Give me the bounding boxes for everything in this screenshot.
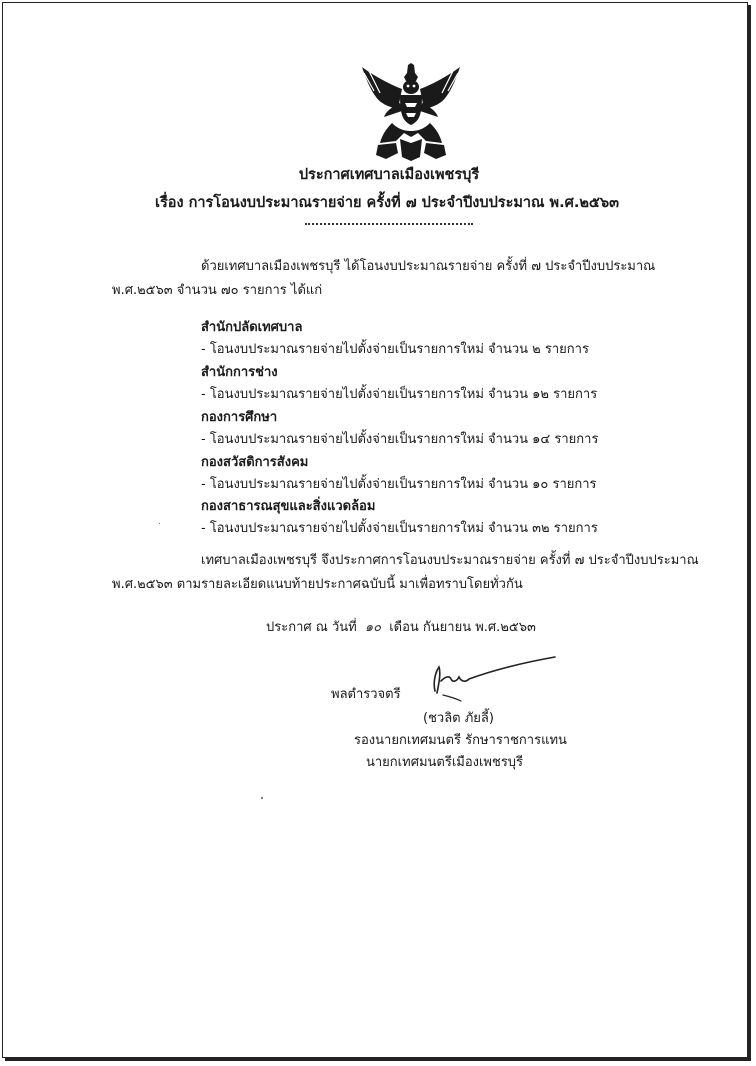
signature-rank: พลตำรวจตรี xyxy=(331,687,401,702)
department-name: สำนักปลัดเทศบาล xyxy=(201,320,303,335)
announcement-title: ประกาศเทศบาลเมืองเพชรบุรี xyxy=(298,167,480,183)
date-prefix: ประกาศ ณ วันที่ xyxy=(266,620,357,635)
date-day-handwritten: ๑๐ xyxy=(364,620,382,635)
scan-speck xyxy=(261,797,263,799)
handwritten-signature xyxy=(431,653,561,703)
department-detail: - โอนงบประมาณรายจ่ายไปตั้งจ่ายเป็นรายการใหม่ จำนวน ๒ รายการ xyxy=(201,342,589,357)
document-page xyxy=(2,2,748,1058)
department-detail: - โอนงบประมาณรายจ่ายไปตั้งจ่ายเป็นรายการใหม่ จำนวน ๓๒ รายการ xyxy=(201,521,598,536)
department-name: สำนักการช่าง xyxy=(201,365,278,380)
intro-line-1: ด้วยเทศบาลเมืองเพชรบุรี ได้โอนงบประมาณรายจ่าย ครั้งที่ ๗ ประจำปีงบประมาณ xyxy=(201,259,656,274)
announcement-subject: เรื่อง การโอนงบประมาณรายจ่าย ครั้งที่ ๗ ประจำปีงบประมาณ พ.ศ.๒๕๖๓ xyxy=(155,195,619,211)
department-name: กองสวัสดิการสังคม xyxy=(201,455,309,470)
department-detail: - โอนงบประมาณรายจ่ายไปตั้งจ่ายเป็นรายการใหม่ จำนวน ๑๐ รายการ xyxy=(201,477,597,492)
intro-line-2: พ.ศ.๒๕๖๓ จำนวน ๗๐ รายการ ได้แก่ xyxy=(112,283,323,298)
department-detail: - โอนงบประมาณรายจ่ายไปตั้งจ่ายเป็นรายการใหม่ จำนวน ๑๔ รายการ xyxy=(201,432,599,447)
date-line xyxy=(266,616,536,637)
closing-line-2: พ.ศ.๒๕๖๓ ตามรายละเอียดแนบท้ายประกาศฉบับนี้ มาเพื่อทราบโดยทั่วกัน xyxy=(112,577,523,592)
signatory-name: (ชวลิต ภัยลี้) xyxy=(423,711,494,726)
dotted-divider xyxy=(305,223,473,225)
scan-speck xyxy=(159,523,160,524)
department-detail: - โอนงบประมาณรายจ่ายไปตั้งจ่ายเป็นรายการใหม่ จำนวน ๑๒ รายการ xyxy=(201,387,598,402)
signatory-position-1: รองนายกเทศมนตรี รักษาราชการแทน xyxy=(354,733,567,748)
garuda-emblem-icon xyxy=(356,63,466,163)
date-suffix: เดือน กันยายน พ.ศ.๒๕๖๓ xyxy=(389,620,536,635)
signatory-position-2: นายกเทศมนตรีเมืองเพชรบุรี xyxy=(366,755,524,770)
closing-line-1: เทศบาลเมืองเพชรบุรี จึงประกาศการโอนงบประมาณรายจ่าย ครั้งที่ ๗ ประจำปีงบประมาณ xyxy=(201,553,699,568)
department-name: กองการศึกษา xyxy=(201,410,278,425)
department-name: กองสาธารณสุขและสิ่งแวดล้อม xyxy=(201,499,376,514)
